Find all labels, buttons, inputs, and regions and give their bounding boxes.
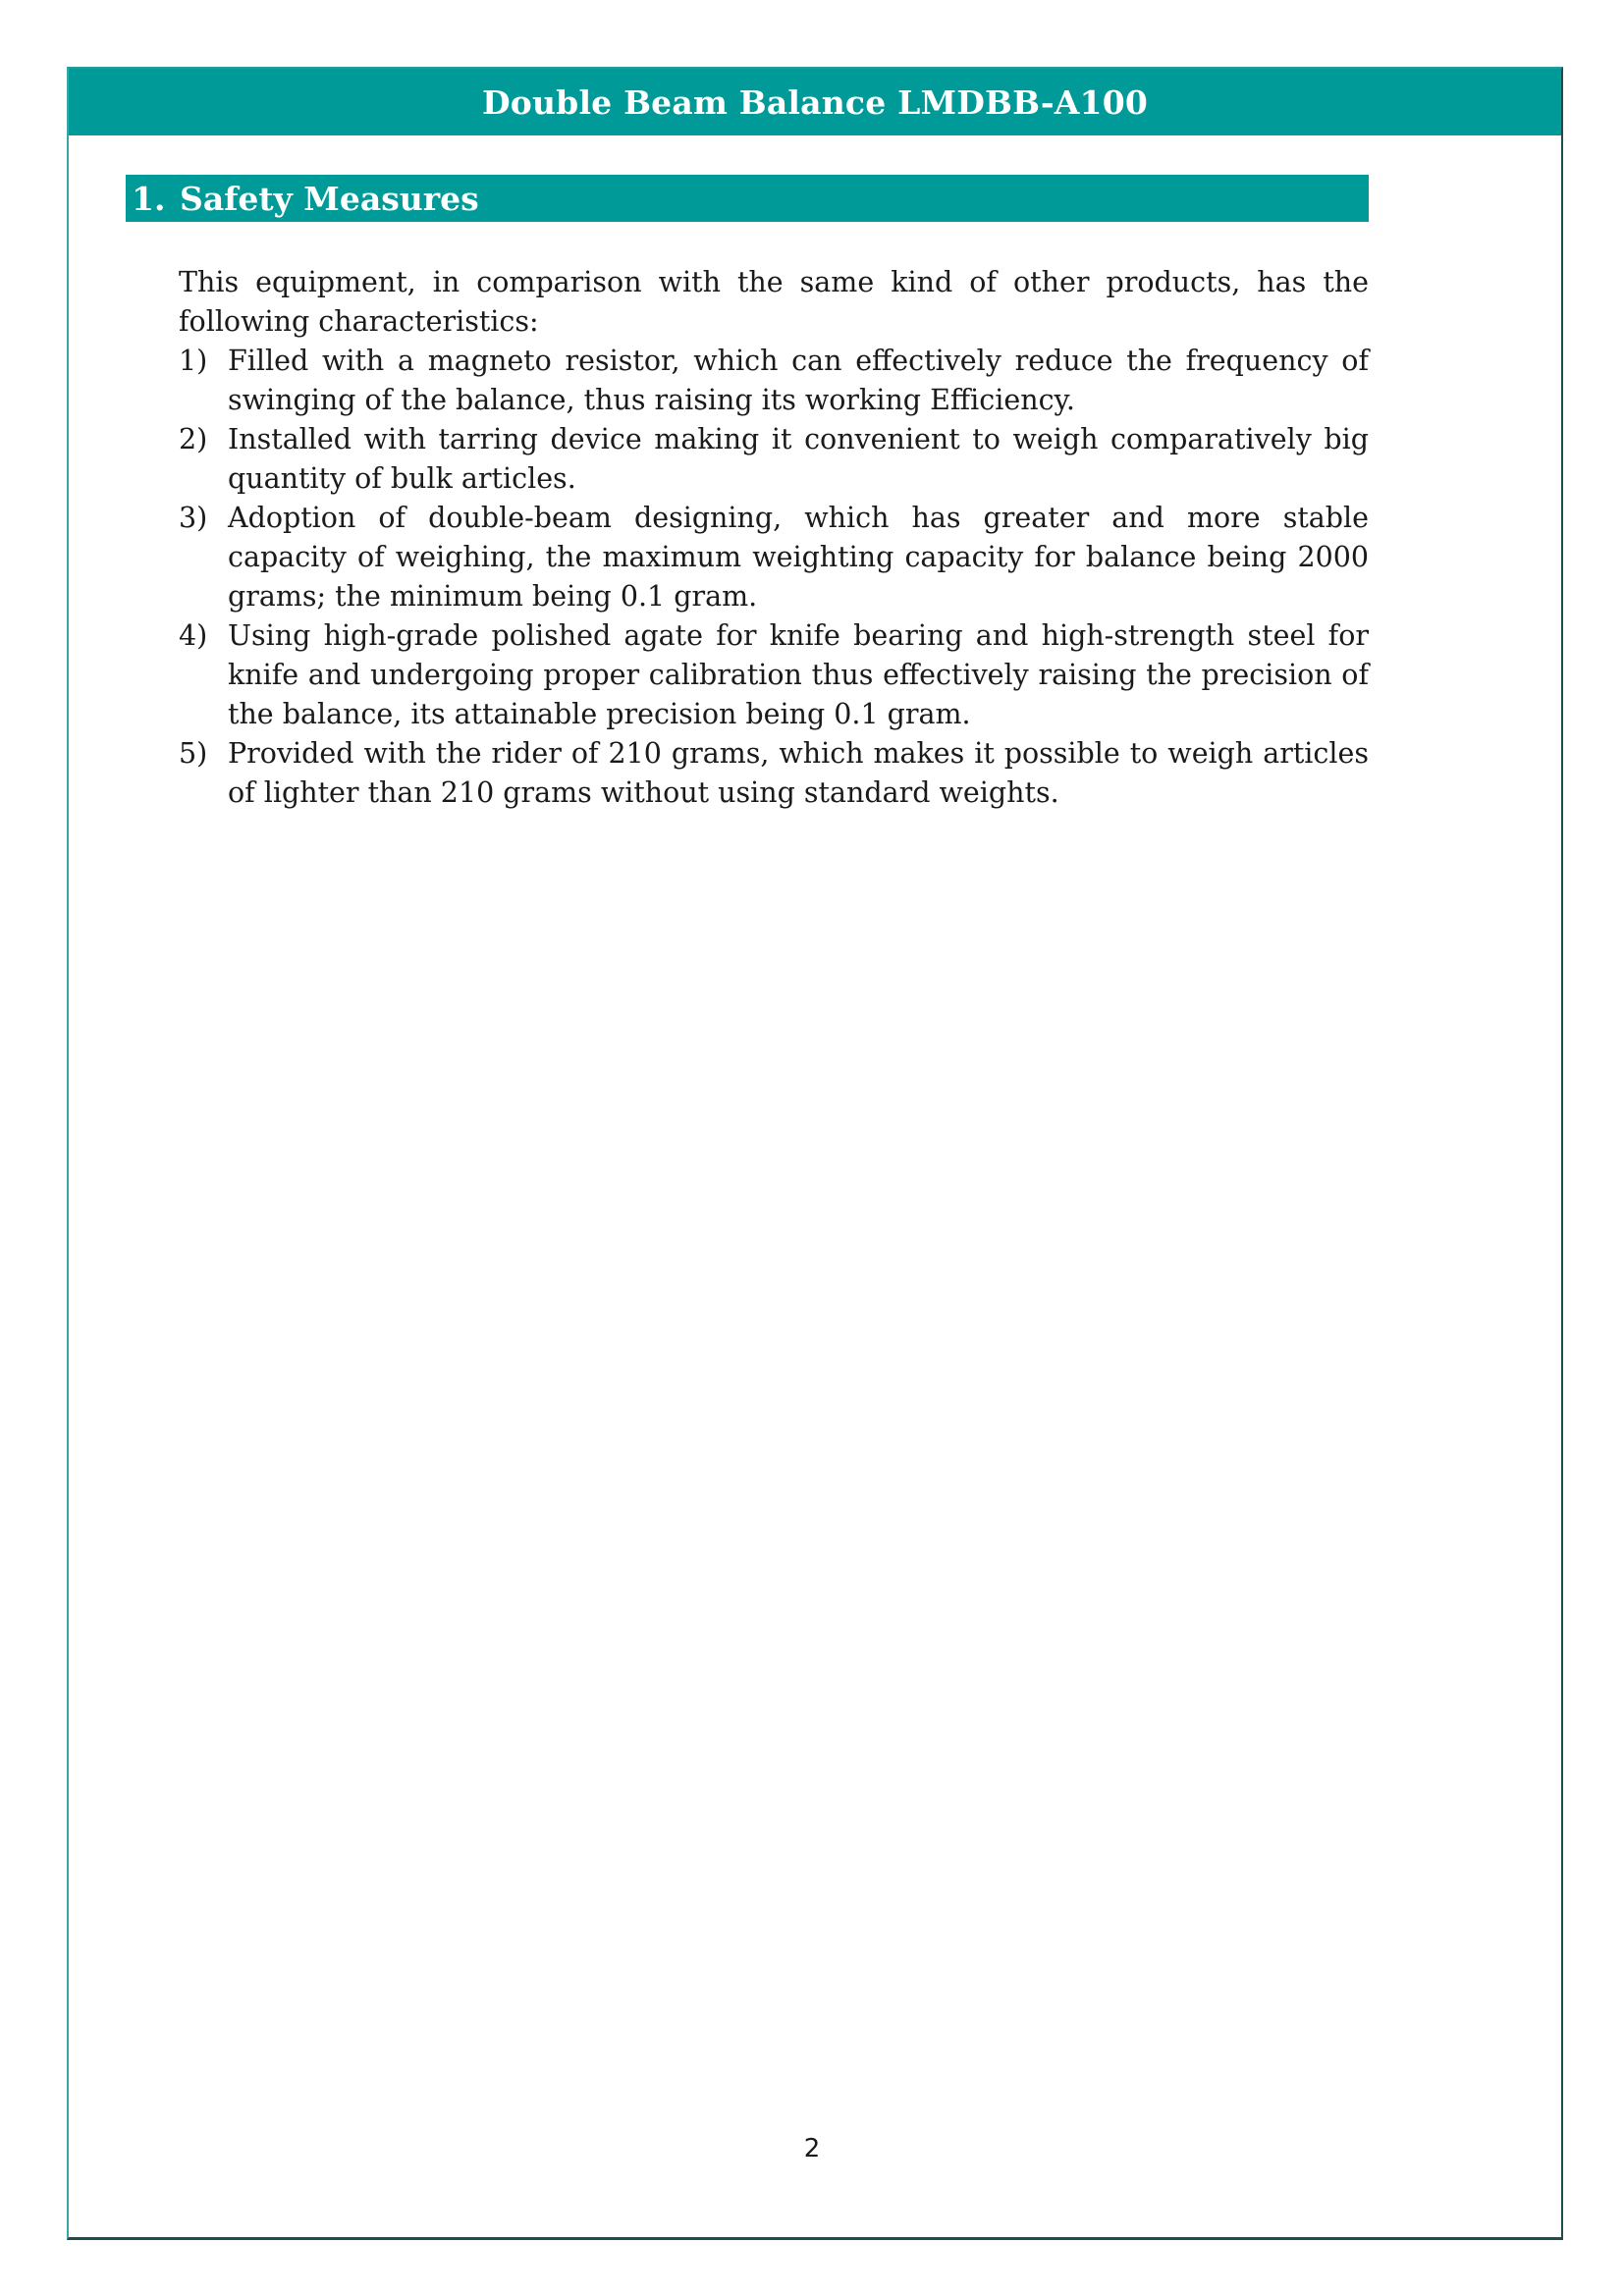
list-item-text: Using high-grade polished agate for knife bearing and high-strength steel for knife and undergoing proper calibration thus effectively raising the precision of the balance, its attainable precision being 0.1 gram.	[228, 619, 1369, 730]
page-number: 2	[803, 2134, 821, 2163]
section-number: 1.	[132, 179, 166, 218]
section-body	[179, 263, 1369, 813]
list-item-marker: 4)	[179, 619, 208, 652]
intro-paragraph: This equipment, in comparison with the same kind of other products, has the following characteristics:	[179, 266, 1369, 338]
list-item	[179, 734, 1369, 813]
list-item	[179, 420, 1369, 499]
list-item-text: Provided with the rider of 210 grams, which makes it possible to weigh articles of lighter than 210 grams without using standard weights.	[228, 737, 1369, 809]
list-item-marker: 2)	[179, 423, 208, 455]
list-item	[179, 342, 1369, 420]
list-item-text: Filled with a magneto resistor, which can effectively reduce the frequency of swinging of the balance, thus raising its working Efficiency.	[228, 345, 1369, 416]
document-title: Double Beam Balance LMDBB-A100	[481, 82, 1149, 122]
list-item-text: Adoption of double-beam designing, which has greater and more stable capacity of weighing, the maximum weighting capacity for balance being 2000 grams; the minimum being 0.1 gram.	[228, 502, 1369, 613]
list-item-text: Installed with tarring device making it convenient to weigh comparatively big quantity of bulk articles.	[228, 423, 1369, 495]
section-heading-bar	[126, 175, 1369, 222]
list-item	[179, 499, 1369, 616]
characteristics-list	[179, 342, 1369, 813]
list-item-marker: 1)	[179, 345, 208, 377]
list-item	[179, 616, 1369, 734]
section-title: Safety Measures	[180, 179, 479, 218]
list-item-marker: 5)	[179, 737, 208, 770]
list-item-marker: 3)	[179, 502, 208, 534]
header-bar	[69, 69, 1561, 135]
